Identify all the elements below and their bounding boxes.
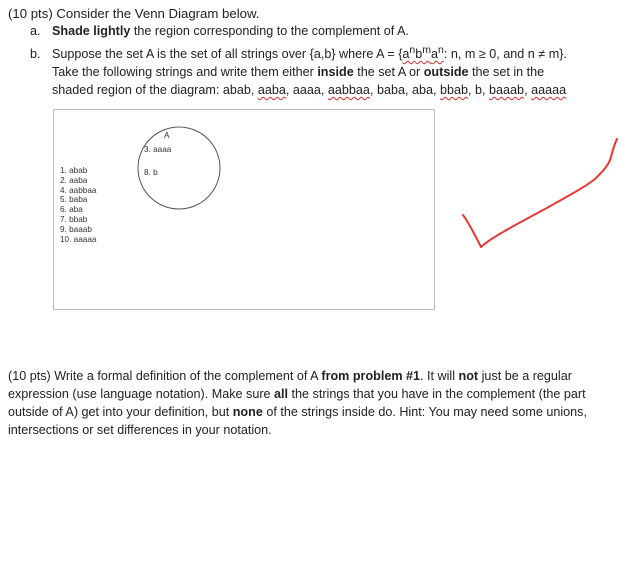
def-sup-m: m — [422, 44, 432, 56]
string-baba: baba — [376, 83, 405, 98]
line2-inside: inside — [317, 65, 354, 80]
question-2 — [8, 367, 608, 439]
q2-text-4: the strings that you have in the complement (the part outside of A) get into your definition, but — [8, 387, 586, 419]
string-bbab: bbab — [439, 83, 469, 98]
string-aaaaa: aaaaa — [531, 83, 567, 98]
q2-bold-1: from problem #1 — [321, 369, 421, 383]
item-b-line2 — [30, 63, 630, 81]
item-a-text: the region corresponding to the complement of A. — [130, 24, 410, 38]
question-1-title: (10 pts) Consider the Venn Diagram below. — [8, 6, 260, 21]
line2-pre: Take the following strings and write them either — [52, 65, 318, 80]
item-a-label: a. — [30, 24, 41, 38]
item-b-line1-text: Suppose the set A is the set of all strings over {a,b} where A = { — [52, 47, 403, 62]
q2-bold-3: all — [274, 387, 289, 401]
def-sup-n1: n — [409, 44, 416, 56]
outside-item: 5. baba — [60, 195, 88, 205]
outside-item: 6. aba — [60, 205, 83, 215]
q2-text-1: (10 pts) Write a formal definition of the complement of A — [8, 369, 322, 383]
def-b: b — [415, 47, 423, 62]
inside-item: 3. aaaa — [144, 145, 172, 154]
outside-item: 1. abab — [60, 166, 88, 175]
line2-mid: the set A or — [353, 65, 424, 80]
venn-universe-box — [53, 109, 435, 310]
outside-item: 9. baaab — [60, 224, 92, 234]
outside-list — [60, 166, 96, 244]
string-baaab: baaab — [489, 83, 525, 98]
string-aaaa: aaaa — [292, 83, 321, 98]
def-a2: a — [431, 47, 439, 62]
string-aabbaa: aabbaa — [327, 83, 370, 98]
line2-post: the set in the — [468, 65, 545, 80]
q2-text-2: . It will — [420, 369, 459, 383]
inside-item: 8. b — [144, 168, 158, 177]
string-b: b — [475, 83, 483, 98]
q2-text-3: just be a regular expression (use language notation). Make sure — [8, 369, 572, 401]
item-b-line1 — [52, 44, 567, 62]
def-sup-n2: n — [438, 44, 444, 56]
string-aaba: aaba — [257, 83, 286, 98]
item-b-line3: shaded region of the diagram: abab, aaba, aaaa, aabbaa, baba, aba, bbab, b, baaab, aaaaa — [52, 83, 567, 98]
outside-item: 7. bbab — [60, 214, 88, 224]
question-1b — [30, 41, 630, 99]
set-definition — [402, 44, 444, 62]
outside-item: 4. aabbaa — [60, 185, 97, 195]
q2-text-5: of the strings inside do. Hint: You may need some unions, intersections or set differences in your notation. — [8, 405, 587, 437]
item-a-bold: Shade lightly — [52, 24, 131, 38]
string-aba: aba — [411, 83, 433, 98]
item-b-label: b. — [30, 47, 41, 62]
def-condition: : n, m ≥ 0, and n ≠ m}. — [443, 47, 567, 62]
def-a: a — [402, 47, 410, 62]
q2-bold-2: not — [458, 369, 479, 383]
checkmark-icon — [455, 135, 625, 255]
q2-bold-4: none — [232, 405, 263, 419]
set-a-label: A — [164, 131, 170, 140]
outside-item: 10. aaaaa — [60, 234, 97, 244]
question-1a — [30, 24, 409, 38]
outside-item: 2. aaba — [60, 175, 88, 185]
line2-outside: outside — [423, 65, 469, 80]
line3-pre: shaded region of the diagram: abab, — [52, 83, 258, 98]
